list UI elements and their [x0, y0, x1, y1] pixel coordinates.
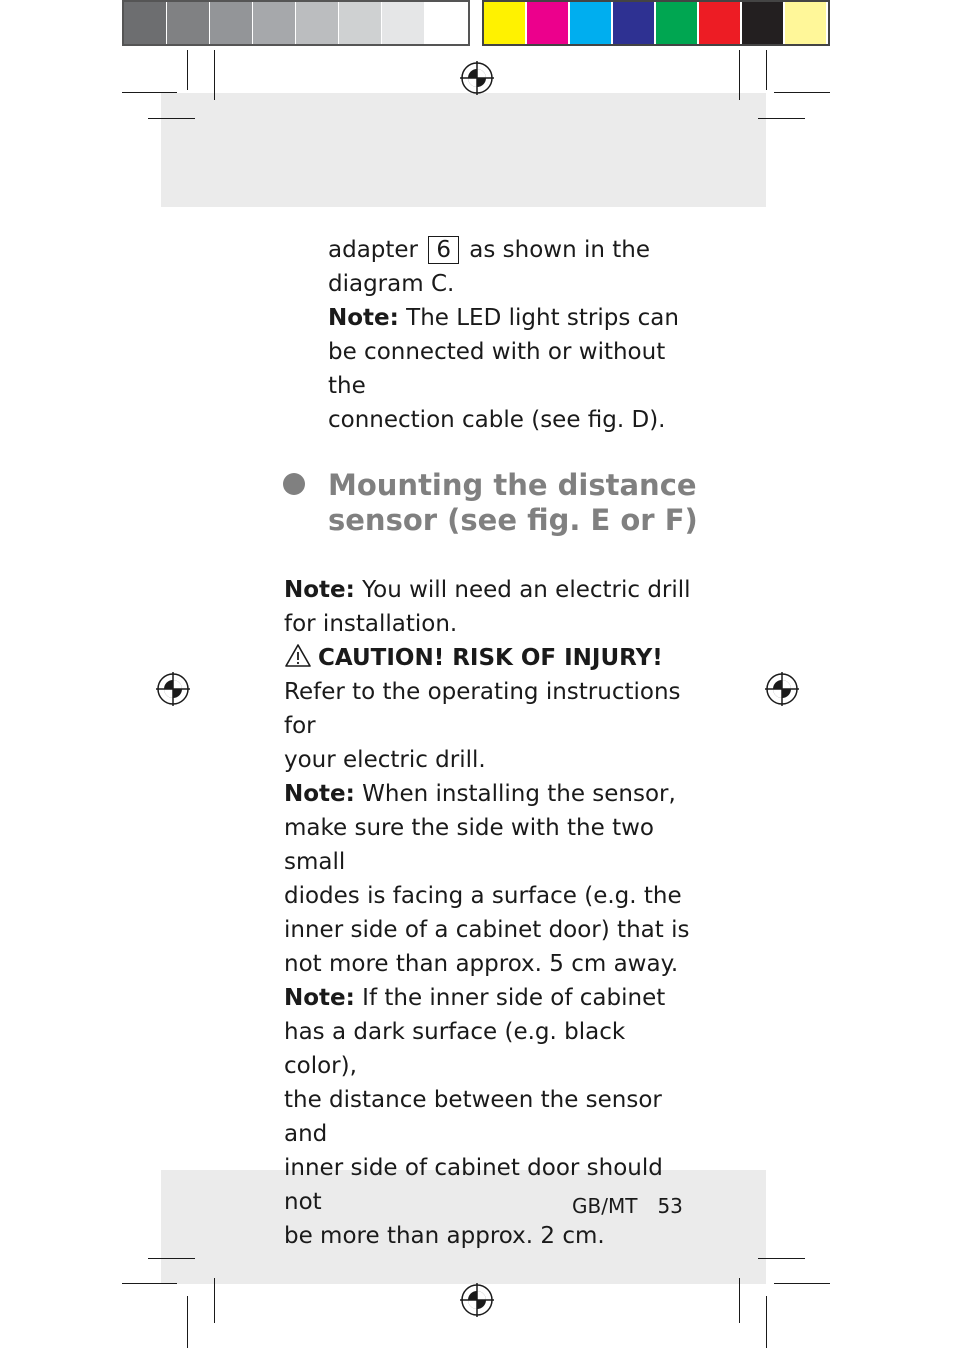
text-fragment: adapter	[328, 237, 419, 263]
text-line: not more than approx. 5 cm away.	[284, 951, 679, 977]
region-code: GB/MT	[572, 1194, 638, 1218]
crop-mark	[758, 1258, 805, 1259]
note-paragraph	[284, 981, 704, 1015]
color-swatch	[253, 2, 296, 44]
color-swatch	[210, 2, 253, 44]
color-swatch	[339, 2, 382, 44]
color-swatch	[656, 2, 699, 44]
color-swatch	[742, 2, 785, 44]
color-swatch	[699, 2, 742, 44]
registration-mark-icon	[460, 1283, 494, 1317]
heading-line: sensor (see fig. E or F)	[328, 503, 698, 537]
text-line: your electric drill.	[284, 747, 486, 773]
registration-mark-icon	[460, 61, 494, 95]
crop-mark	[148, 1258, 195, 1259]
caution-label: CAUTION! RISK OF INJURY!	[318, 645, 663, 671]
registration-mark-icon	[765, 672, 799, 706]
note-paragraph	[284, 777, 704, 811]
text-line: for installation.	[284, 611, 458, 637]
color-swatch	[785, 2, 828, 44]
text-line: diodes is facing a surface (e.g. the	[284, 883, 682, 909]
note-text: You will need an electric drill	[362, 577, 691, 603]
crop-mark	[758, 118, 805, 119]
crop-mark	[739, 1278, 740, 1323]
color-swatch	[425, 2, 468, 44]
crop-mark	[187, 1296, 188, 1348]
text-line: inner side of cabinet door should not	[284, 1155, 663, 1215]
text-line: diagram C.	[328, 271, 455, 297]
crop-mark	[214, 50, 215, 100]
crop-mark	[766, 1296, 767, 1348]
section-heading	[328, 468, 708, 538]
color-swatch	[484, 2, 527, 44]
page-number: 53	[657, 1194, 683, 1218]
crop-mark	[122, 1283, 177, 1284]
note-paragraph	[328, 301, 708, 335]
crop-mark	[774, 1283, 830, 1284]
crop-mark	[774, 92, 830, 93]
text-line: be connected with or without the	[328, 339, 666, 399]
text-line: be more than approx. 2 cm.	[284, 1223, 605, 1249]
crop-mark	[766, 50, 767, 90]
header-band	[161, 93, 766, 207]
color-swatch	[124, 2, 167, 44]
note-label: Note:	[284, 985, 355, 1011]
text-line: Refer to the operating instructions for	[284, 679, 681, 739]
note-paragraph	[284, 573, 704, 607]
text-line: the distance between the sensor and	[284, 1087, 662, 1147]
color-swatch	[167, 2, 210, 44]
grayscale-color-bar	[122, 0, 470, 46]
note-text: If the inner side of cabinet	[362, 985, 666, 1011]
color-swatch	[613, 2, 656, 44]
text-line: connection cable (see fig. D).	[328, 407, 666, 433]
heading-line: Mounting the distance	[328, 468, 697, 502]
note-label: Note:	[328, 305, 399, 331]
text-line: make sure the side with the two small	[284, 815, 654, 875]
note-label: Note:	[284, 577, 355, 603]
crop-mark	[187, 50, 188, 90]
color-swatch	[570, 2, 613, 44]
page-footer	[572, 1192, 703, 1220]
process-color-bar	[482, 0, 830, 46]
text-line	[328, 233, 708, 267]
crop-mark	[122, 92, 177, 93]
color-swatch	[296, 2, 339, 44]
note-text: The LED light strips can	[406, 305, 679, 331]
crop-mark	[739, 50, 740, 100]
note-text: When installing the sensor,	[362, 781, 676, 807]
caution-heading	[284, 641, 704, 675]
warning-triangle-icon	[284, 641, 318, 669]
color-swatch	[382, 2, 425, 44]
text-line: inner side of a cabinet door) that is	[284, 917, 690, 943]
text-fragment: as shown in the	[469, 237, 651, 263]
section-bullet-icon	[283, 473, 305, 495]
note-label: Note:	[284, 781, 355, 807]
crop-mark	[214, 1278, 215, 1323]
registration-mark-icon	[156, 672, 190, 706]
reference-number-box: 6	[428, 236, 459, 264]
text-line: has a dark surface (e.g. black color),	[284, 1019, 626, 1079]
color-swatch	[527, 2, 570, 44]
top-text-block	[328, 233, 708, 437]
body-text-block	[284, 573, 704, 1253]
crop-mark	[148, 118, 195, 119]
